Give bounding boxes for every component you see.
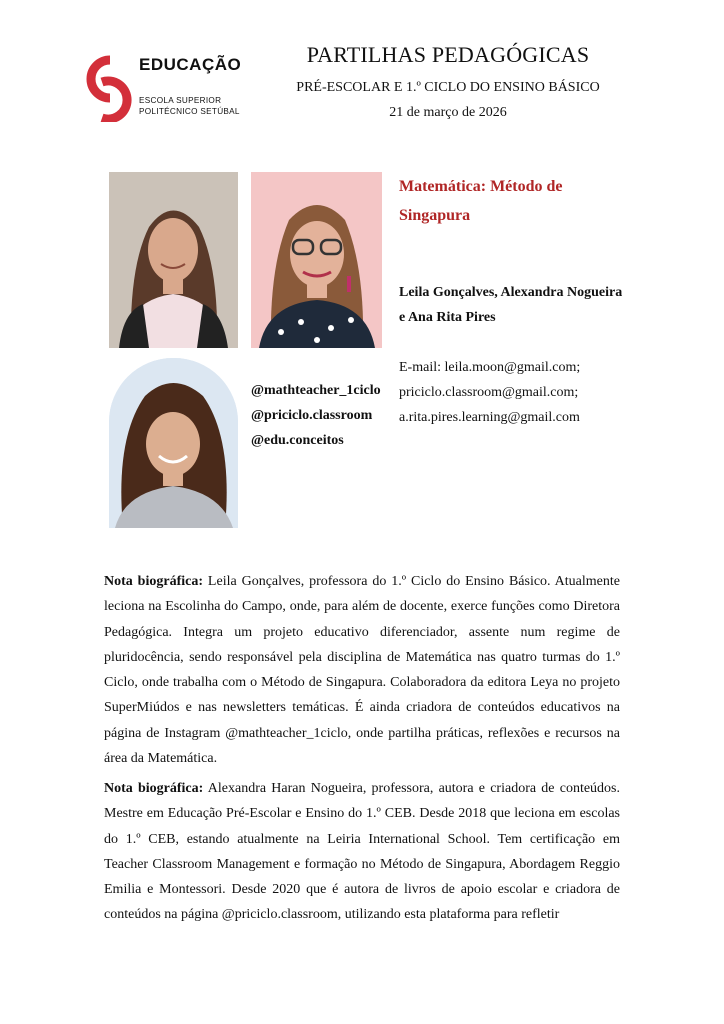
portrait-photo-icon: [109, 358, 238, 528]
email-line: priciclo.classroom@gmail.com;: [399, 385, 579, 400]
portrait-photo-icon: [109, 172, 238, 348]
contact-emails: [399, 355, 580, 430]
bio-text: Leila Gonçalves, professora do 1.º Ciclo do Ensino Básico. Atualmente leciona na Escolinha do Campo, onde, para além de docente, exerce funções como Diretora Pedagógica. Integra um projeto educativo diferenciador, assente num regime de pluridocência, sendo responsável pela disciplina de Matemática nas quatro turmas do 1.º Ciclo, onde trabalha com o Método de Singapura. Colaboradora da editora Leya no projeto SuperMiúdos e nas newsletters temáticas. É ainda criadora de conteúdos educativos na página de Instagram @mathteacher_1ciclo, onde partilha práticas, reflexões e recursos na área da Matemática.: [104, 574, 620, 767]
handle-mathteacher: @mathteacher_1ciclo: [251, 383, 381, 398]
page-title: PARTILHAS PEDAGÓGICAS: [306, 42, 590, 67]
email-line: E-mail: leila.moon@gmail.com;: [399, 360, 581, 375]
bio-leila: [104, 569, 620, 771]
handle-priciclo: @priciclo.classroom: [251, 408, 373, 423]
handle-edu-conceitos: @edu.conceitos: [251, 433, 344, 448]
email-line: a.rita.pires.learning@gmail.com: [399, 410, 580, 425]
bio-label: Nota biográfica:: [104, 781, 204, 796]
page-subtitle: PRÉ-ESCOLAR E 1.º CICLO DO ENSINO BÁSICO: [296, 80, 600, 95]
instagram-handles: [251, 378, 381, 453]
author-photo-alexandra: [251, 172, 382, 348]
bio-text: Alexandra Haran Nogueira, professora, autora e criadora de conteúdos. Mestre em Educação Pré-Escolar e Ensino do 1.º CEB. Desde 2018 que leciona em escolas do 1.º CEB, estando atualmente na Leiria International School. Tem certificação em Teacher Classroom Management e formação no Método de Singapura, Abordagem Reggio Emilia e Montessori. Desde 2020 que é autora de livros de apoio escolar e criadora de conteúdos na página @priciclo.classroom, utilizando esta plataforma para refletir: [104, 781, 620, 923]
logo-title: EDUCAÇÃO: [139, 55, 242, 74]
logo-mark-icon: [84, 52, 132, 122]
school-logo: [84, 52, 244, 122]
logo-line-1: ESCOLA SUPERIOR: [139, 96, 222, 105]
portrait-photo-icon: [251, 172, 382, 348]
talk-authors: Leila Gonçalves, Alexandra Nogueira e Ana Rita Pires: [399, 285, 623, 325]
author-photo-ana-rita: [109, 358, 238, 528]
author-photo-leila: [109, 172, 238, 348]
event-date: 21 de março de 2026: [389, 105, 507, 120]
bio-label: Nota biográfica:: [104, 574, 204, 589]
talk-title: Matemática: Método de Singapura: [399, 178, 563, 224]
logo-line-2: POLITÉCNICO SETÚBAL: [139, 107, 240, 116]
bio-alexandra: [104, 776, 620, 928]
